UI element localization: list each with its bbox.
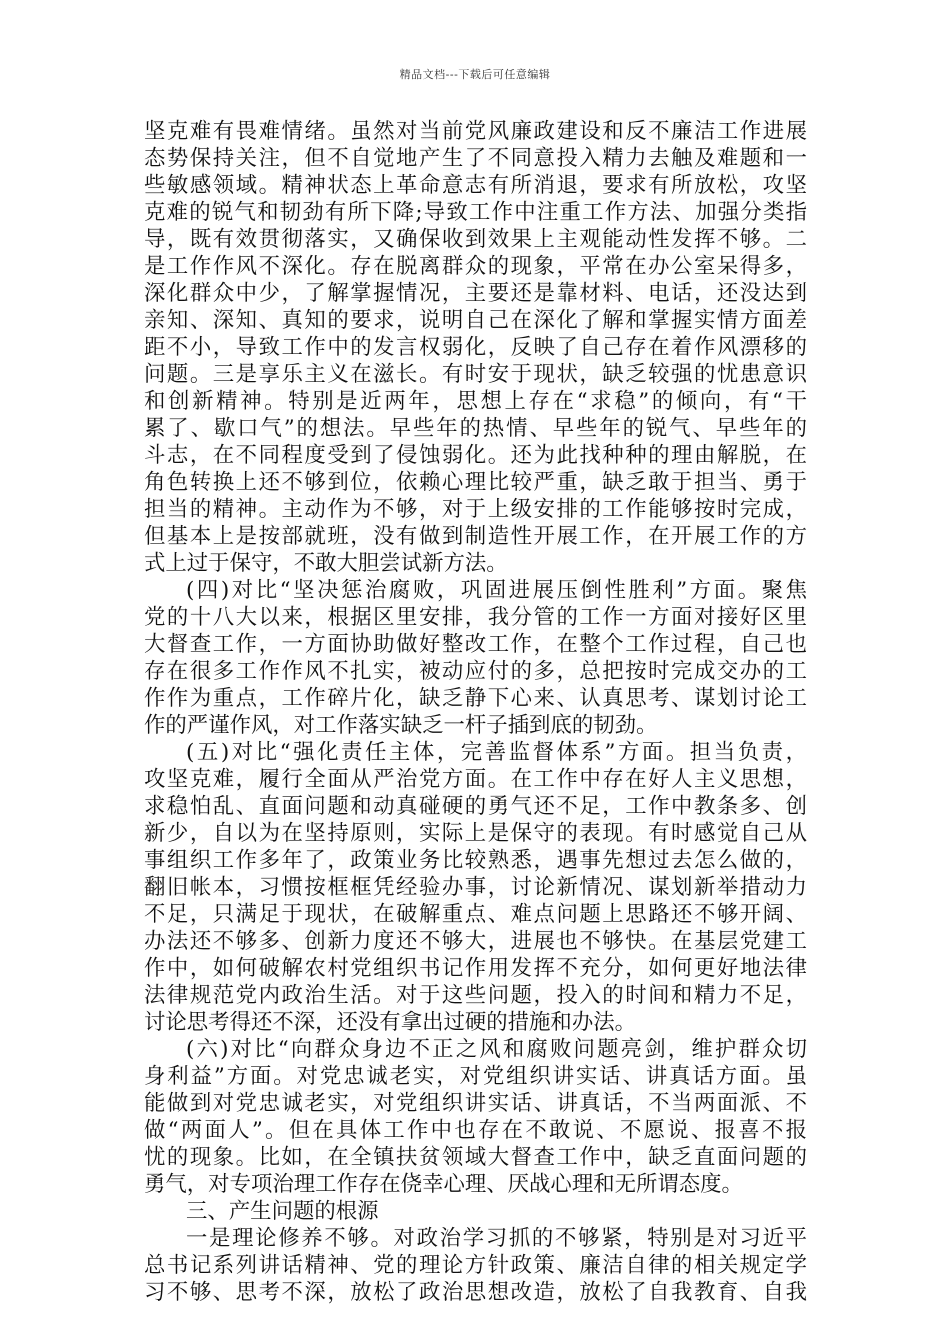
text-line: 深化群众中少，了解掌握情况，主要还是靠材料、电话，还没达到 (144, 281, 807, 306)
text-line: 累了、歇口气”的想法。早些年的热情、早些年的锐气、早些年的 (144, 416, 807, 441)
text-line: 式上过于保守，不敢大胆尝试新方法。 (144, 551, 508, 576)
text-line: 不足，只满足于现状，在破解重点、难点问题上思路还不够开阔、 (144, 902, 807, 927)
text-line: 讨论思考得还不深，还没有拿出过硬的措施和办法。 (144, 1010, 636, 1035)
text-line: 勇气，对专项治理工作存在侥幸心理、厌战心理和无所谓态度。 (144, 1172, 743, 1197)
text-line: 作作为重点，工作碎片化，缺乏静下心来、认真思考、谋划讨论工 (144, 686, 807, 711)
text-line: 翻旧帐本，习惯按框框凭经验办事，讨论新情况、谋划新举措动力 (144, 875, 807, 900)
text-line: 总书记系列讲话精神、党的理论方针政策、廉洁自律的相关规定学 (144, 1253, 807, 1278)
text-line: 角色转换上还不够到位，依赖心理比较严重，缺乏敢于担当、勇于 (144, 470, 807, 495)
text-line: 事组织工作多年了，政策业务比较熟悉，遇事先想过去怎么做的， (144, 848, 807, 873)
text-line: 斗志，在不同程度受到了侵蚀弱化。还为此找种种的理由解脱，在 (144, 443, 807, 468)
text-line: 办法还不够多、创新力度还不够大，进展也不够快。在基层党建工 (144, 929, 807, 954)
text-line: 态势保持关注，但不自觉地产生了不同意投入精力去触及难题和一 (144, 146, 807, 171)
text-line: 距不小，导致工作中的发言权弱化，反映了自己存在着作风漂移的 (144, 335, 807, 360)
text-line: (六)对比“向群众身边不正之风和腐败问题亮剑，维护群众切 (186, 1037, 807, 1062)
text-line: 一是理论修养不够。对政治学习抓的不够紧，特别是对习近平 (186, 1226, 807, 1251)
text-line: 做“两面人”。但在具体工作中也存在不敢说、不愿说、报喜不报 (144, 1118, 807, 1143)
text-line: 作的严谨作风，对工作落实缺乏一杆子插到底的韧劲。 (144, 713, 658, 738)
text-line: 攻坚克难，履行全面从严治党方面。在工作中存在好人主义思想， (144, 767, 807, 792)
text-line: 担当的精神。主动作为不够，对于上级安排的工作能够按时完成， (144, 497, 807, 522)
text-line: 能做到对党忠诚老实，对党组织讲实话、讲真话，不当两面派、不 (144, 1091, 807, 1116)
page-header: 精品文档---下载后可任意编辑 (399, 68, 551, 81)
text-line: (五)对比“强化责任主体，完善监督体系”方面。担当负责， (186, 740, 807, 765)
text-line: 问题。三是享乐主义在滋长。有时安于现状，缺乏较强的忧患意识 (144, 362, 807, 387)
text-line: 大督查工作，一方面协助做好整改工作，在整个工作过程，自己也 (144, 632, 807, 657)
text-line: 新少，自以为在坚持原则，实际上是保守的表现。有时感觉自己从 (144, 821, 807, 846)
text-line: (四)对比“坚决惩治腐败，巩固进展压倒性胜利”方面。聚焦 (186, 578, 807, 603)
text-line: 些敏感领域。精神状态上革命意志有所消退，要求有所放松，攻坚 (144, 173, 807, 198)
text-line: 是工作作风不深化。存在脱离群众的现象，平常在办公室呆得多， (144, 254, 807, 279)
document-body (144, 118, 807, 1306)
text-line: 党的十八大以来，根据区里安排，我分管的工作一方面对接好区里 (144, 605, 807, 630)
text-line: 法律规范党内政治生活。对于这些问题，投入的时间和精力不足， (144, 983, 807, 1008)
text-line: 忧的现象。比如，在全镇扶贫领域大督查工作中，缺乏直面问题的 (144, 1145, 807, 1170)
text-line: 克难的锐气和韧劲有所下降;导致工作中注重工作方法、加强分类指 (144, 200, 807, 225)
text-line: 求稳怕乱、直面问题和动真碰硬的勇气还不足，工作中教条多、创 (144, 794, 807, 819)
text-line: 坚克难有畏难情绪。虽然对当前党风廉政建设和反不廉洁工作进展 (144, 119, 807, 144)
text-line: 三、产生问题的根源 (186, 1199, 379, 1224)
text-line: 和创新精神。特别是近两年，思想上存在“求稳”的倾向，有“干 (144, 389, 807, 414)
text-line: 习不够、思考不深，放松了政治思想改造，放松了自我教育、自我 (144, 1280, 807, 1305)
text-line: 身利益”方面。对党忠诚老实，对党组织讲实话、讲真话方面。虽 (144, 1064, 807, 1089)
text-line: 存在很多工作作风不扎实，被动应付的多，总把按时完成交办的工 (144, 659, 807, 684)
text-line: 导，既有效贯彻落实，又确保收到效果上主观能动性发挥不够。二 (144, 227, 807, 252)
text-line: 作中，如何破解农村党组织书记作用发挥不充分，如何更好地法律 (144, 956, 807, 981)
text-line: 但基本上是按部就班，没有做到制造性开展工作，在开展工作的方 (144, 524, 807, 549)
text-line: 亲知、深知、真知的要求，说明自己在深化了解和掌握实情方面差 (144, 308, 807, 333)
